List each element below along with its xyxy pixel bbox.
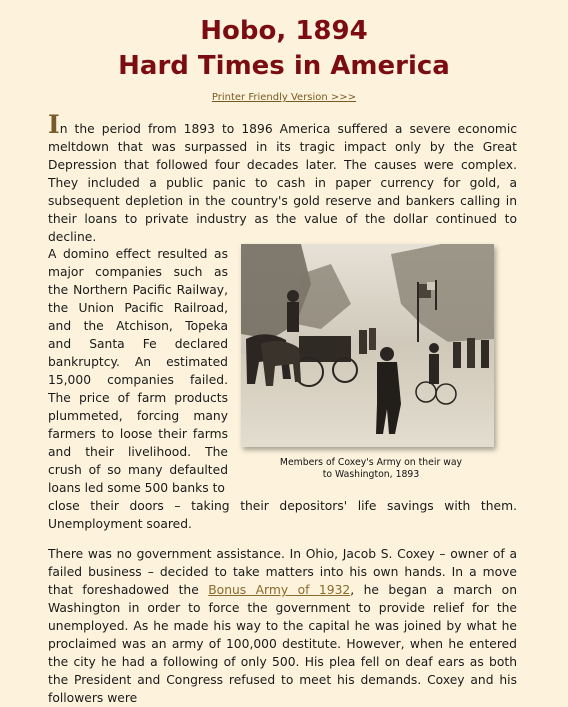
photo-illustration: [241, 244, 494, 447]
intro-paragraph-text: n the period from 1893 to 1896 America suffered a severe economic meltdown that was surpassed in its tragic impact only by the Great Depression that followed four decades later. The causes were complex. They included a public panic to cash in paper currency for gold, a subsequent depletion in the country's gold reserve and bankers calling in their loans to private industry as the value of the dollar continued to decline.: [48, 122, 517, 244]
photo-caption-line1: Members of Coxey's Army on their way: [279, 457, 463, 468]
page-title-line1: Hobo, 1894: [200, 16, 368, 46]
coxey-paragraph-text-b: , he began a march on Washington in order to force the government to provide relief for the unemployed. As he made his way to the capital he was joined by what he proclaimed was an army of 100,000 destitute. However, when he entered the city he had a following of only 500. His plea fell on deaf ears as both the President and Congress refused to meet his demands. Coxey and his followers were: [48, 583, 517, 705]
domino-paragraph-column: A domino effect resulted as major companies such as the Northern Pacific Railway, the Union Pacific Railroad, and the Atchison, Topeka and Santa Fe declared bankruptcy. An estimated 15,000 companies failed. The price of farm products plummeted, forcing many farmers to loose their farms and their livelihood. The crush of so many defaulted loans led some 500 banks to: [48, 247, 228, 495]
intro-paragraph: [48, 110, 517, 246]
photo-caption: [241, 457, 501, 481]
drop-cap: I: [48, 110, 60, 139]
bonus-army-link[interactable]: Bonus Army of 1932: [208, 583, 351, 597]
coxeys-army-photo: [241, 244, 494, 447]
coxey-paragraph-text-a: There was no government assistance. In Ohio, Jacob S. Coxey – owner of a failed business – decided to take matters into his own hands. In a move that foreshadowed the: [48, 547, 517, 597]
printer-friendly-link[interactable]: Printer Friendly Version >>>: [211, 92, 357, 103]
domino-paragraph-rest: close their doors – taking their depositors' life savings with them. Unemployment soared.: [48, 499, 517, 531]
page-title-line2: Hard Times in America: [118, 51, 450, 81]
photo-caption-line2: to Washington, 1893: [322, 469, 420, 480]
coxey-paragraph: [48, 545, 517, 707]
